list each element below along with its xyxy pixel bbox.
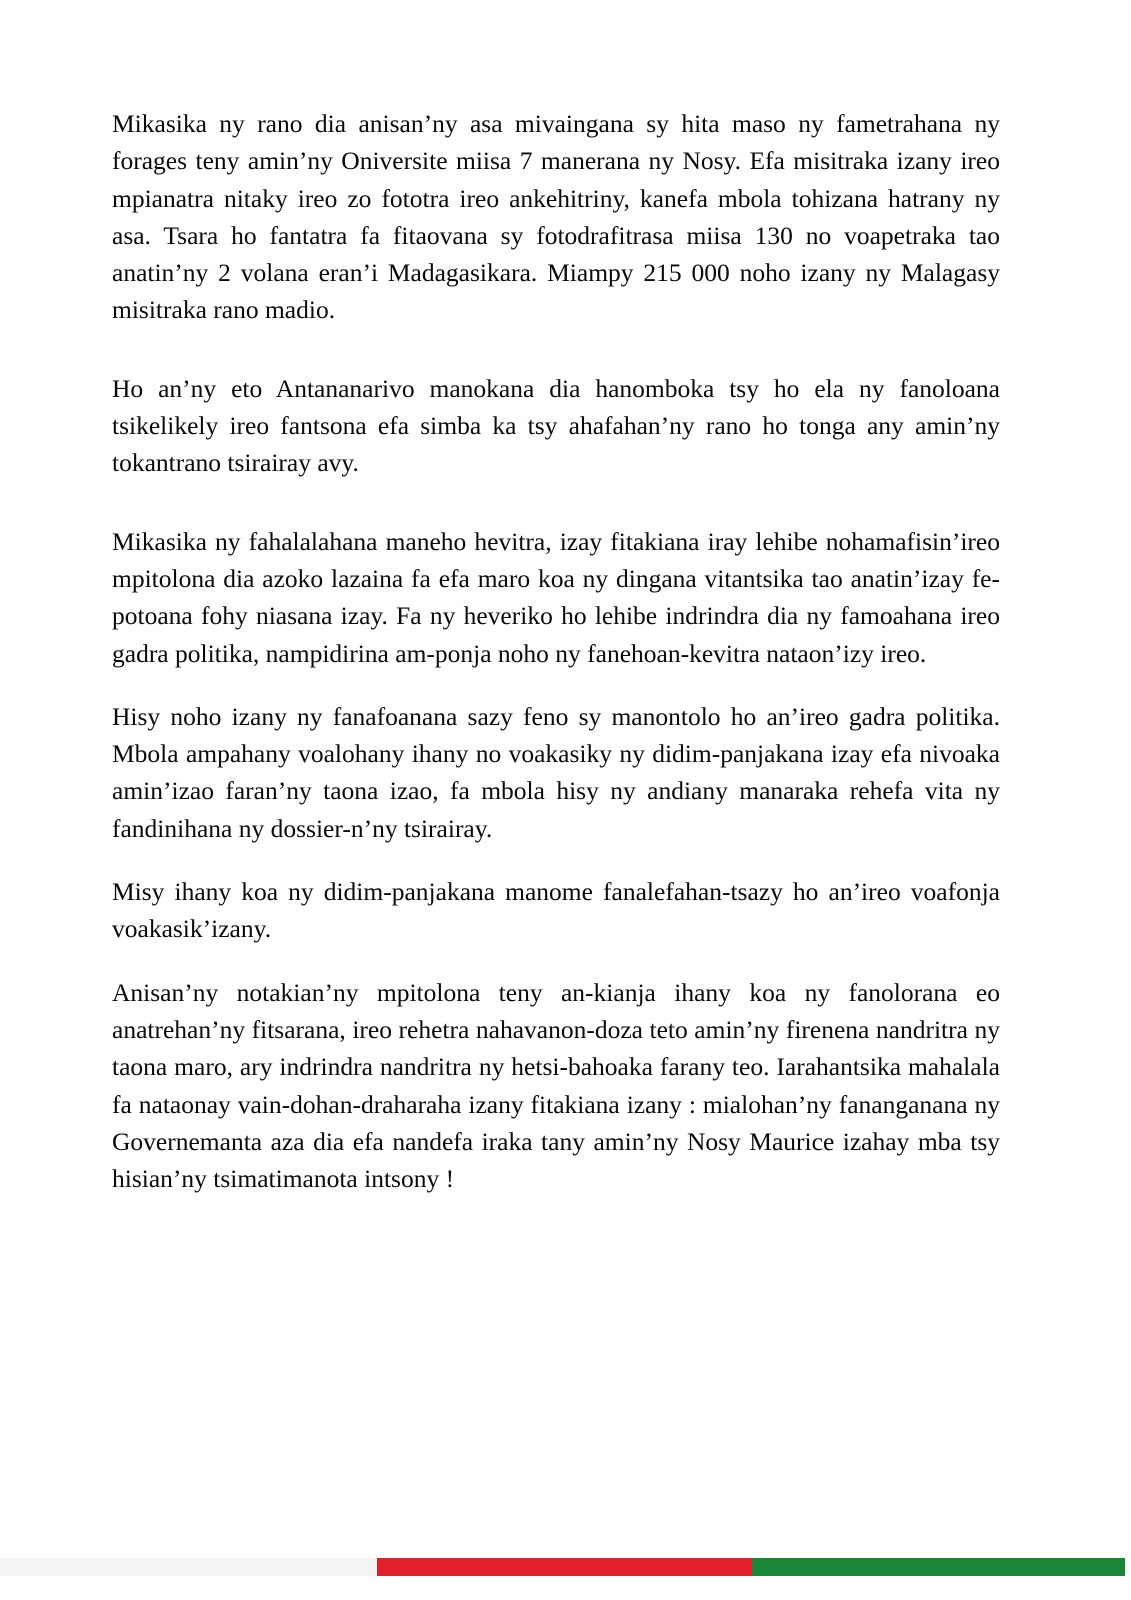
footer-bar-green-stripe xyxy=(752,1558,1125,1576)
footer-bar-red-stripe xyxy=(377,1558,752,1576)
paragraph-3: Mikasika ny fahalalahana maneho hevitra, izay fitakiana iray lehibe nohamafisin’ireo mpitolona dia azoko lazaina fa efa maro koa ny dingana vitantsika tao anatin’izay fe-potoana fohy niasana izay. Fa ny heveriko ho lehibe indrindra dia ny famoahana ireo gadra politika, nampidirina am-ponja noho ny fanehoan-kevitra nataon’izy ireo. xyxy=(112,526,1000,668)
paragraph-4: Hisy noho izany ny fanafoanana sazy feno sy manontolo ho an’ireo gadra politika. Mbola ampahany voalohany ihany no voakasiky ny didim-panjakana izay efa nivoaka amin’izao faran’ny taona izao, fa mbola hisy ny andiany manaraka rehefa vita ny fandinihana ny dossier-n’ny tsirairay. xyxy=(112,701,1000,843)
paragraph-6: Anisan’ny notakian’ny mpitolona teny an-kianja ihany koa ny fanolorana eo anatrehan’ny fitsarana, ireo rehetra nahavanon-doza teto amin’ny firenena nandritra ny taona maro, ary indrindra nandritra ny hetsi-bahoaka farany teo. Iarahantsika mahalala fa nataonay vain-dohan-draharaha izany fitakiana izany : mialohan’ny fananganana ny Governemanta aza dia efa nandefa iraka tany amin’ny Nosy Maurice izahay mba tsy hisian’ny tsimatimanota intsony ! xyxy=(112,977,1000,1194)
paragraph-2: Ho an’ny eto Antananarivo manokana dia hanomboka tsy ho ela ny fanoloana tsikelikely ireo fantsona efa simba ka tsy ahafahan’ny rano ho tonga any amin’ny tokantrano tsirairay avy. xyxy=(112,373,1000,478)
footer-flag-bar xyxy=(0,1558,1131,1576)
footer-bar-left-pad xyxy=(0,1558,377,1576)
document-body xyxy=(112,105,1000,1197)
paragraph-5: Misy ihany koa ny didim-panjakana manome fanalefahan-tsazy ho an’ireo voafonja voakasik’izany. xyxy=(112,877,1000,944)
paragraph-1: Mikasika ny rano dia anisan’ny asa mivaingana sy hita maso ny fametrahana ny forages teny amin’ny Oniversite miisa 7 manerana ny Nosy. Efa misitraka izany ireo mpianatra nitaky ireo zo fototra ireo ankehitriny, kanefa mbola tohizana hatrany ny asa. Tsara ho fantatra fa fitaovana sy fotodrafitrasa miisa 130 no voapetraka tao anatin’ny 2 volana eran’i Madagasikara. Miampy 215 000 noho izany ny Malagasy misitraka rano madio. xyxy=(112,109,1000,325)
